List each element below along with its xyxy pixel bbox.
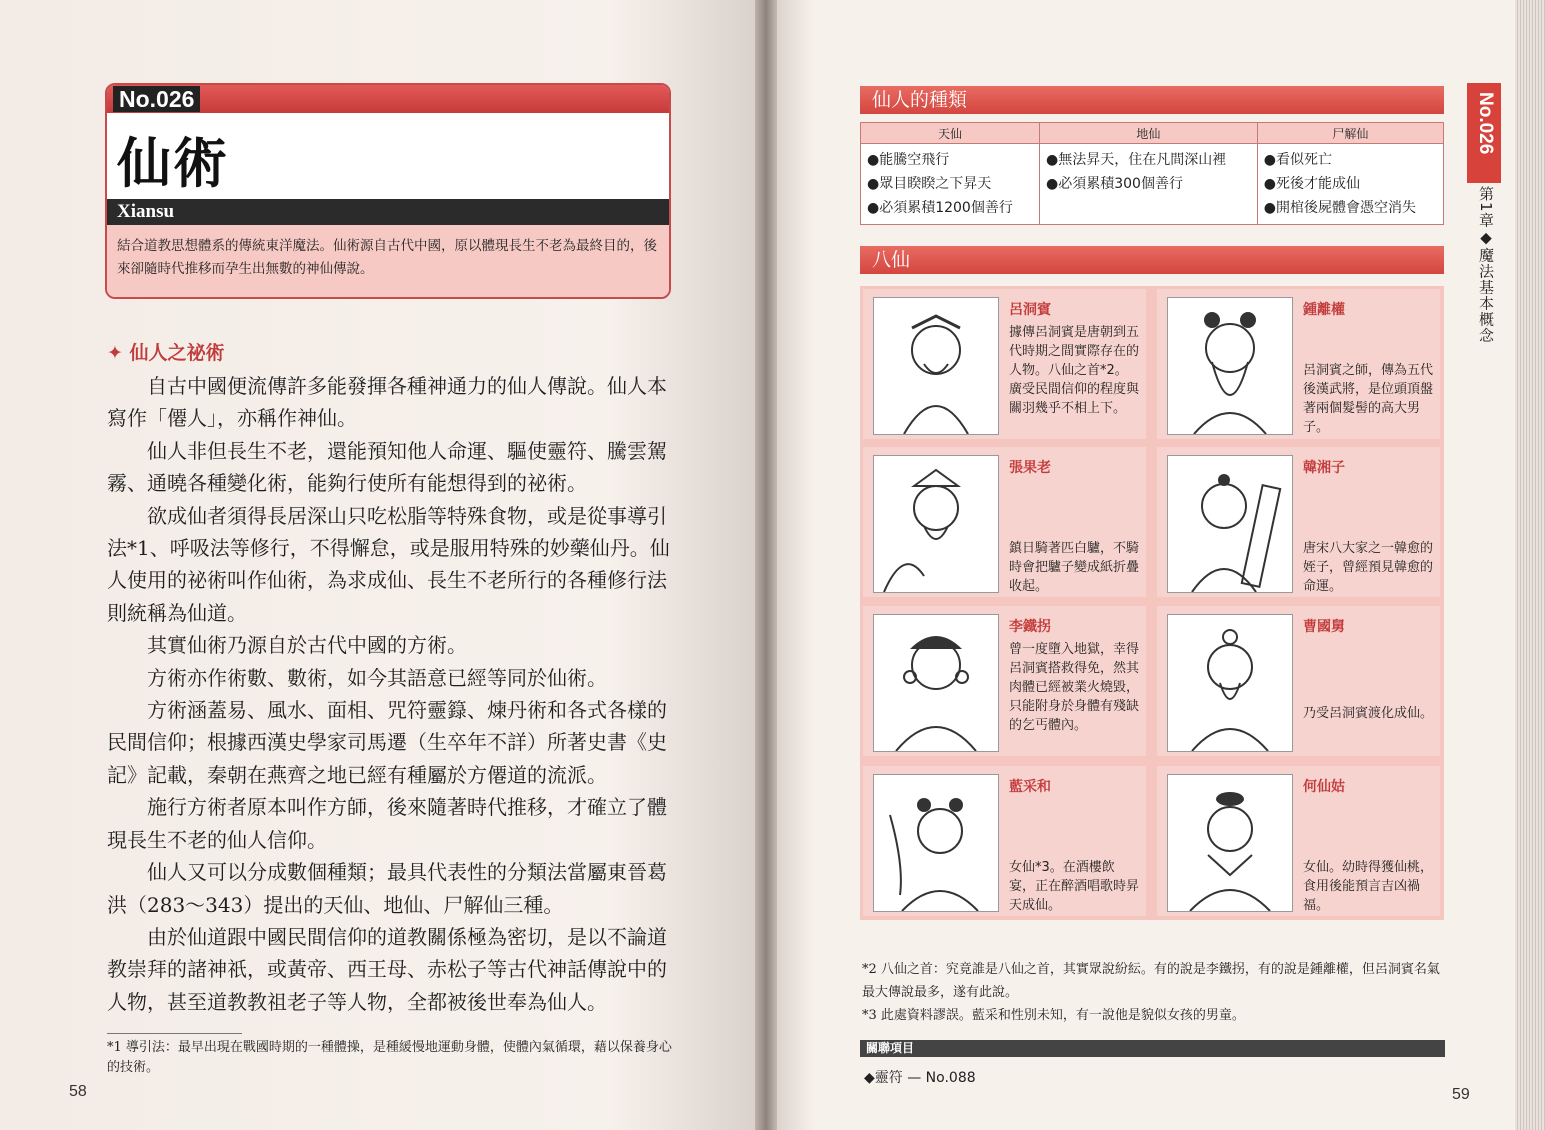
kind-cell — [1040, 144, 1258, 225]
kind-item: ●必須累積300個善行 — [1046, 176, 1183, 192]
paragraph: 仙人非但長生不老，還能預知他人命運、驅使靈符、騰雲駕霧、通曉各種變化術，能夠行使所有能想得到的祕術。 — [107, 438, 667, 496]
immortal-card — [1157, 447, 1440, 597]
paragraph: 方術亦作術數、數術，如今其語意已經等同於仙術。 — [147, 665, 607, 690]
portrait-image — [1167, 614, 1293, 752]
immortal-card — [863, 606, 1146, 756]
kind-cell — [1257, 144, 1443, 225]
kind-item: ●無法昇天，住在凡間深山裡 — [1046, 152, 1227, 168]
kind-item: ●死後才能成仙 — [1263, 176, 1360, 192]
eight-immortals-title-bar: 八仙 — [860, 246, 1444, 274]
section-heading: ✦ 仙人之祕術 — [107, 342, 225, 364]
kind-item: ●眾目睽睽之下昇天 — [867, 176, 992, 192]
entry-number: No.026 — [113, 86, 200, 112]
immortal-desc: 女仙。幼時得獲仙桃，食用後能預言吉凶禍福。 — [1303, 860, 1434, 913]
immortal-desc: 據傳呂洞賓是唐朝到五代時期之間實際存在的人物。八仙之首*2。廣受民間信仰的程度與關羽幾乎不相上下。 — [1009, 325, 1140, 416]
kind-cell — [861, 144, 1040, 225]
portrait-image — [1167, 297, 1293, 435]
paragraph: 施行方術者原本叫作方師，後來隨著時代推移，才確立了體現長生不老的仙人信仰。 — [107, 795, 667, 852]
immortal-name: 曹國舅 — [1303, 619, 1345, 635]
portrait-image — [873, 297, 999, 435]
immortal-card — [1157, 606, 1440, 756]
immortal-desc: 女仙*3。在酒樓飲宴，正在醉酒唱歌時昇天成仙。 — [1009, 860, 1140, 913]
entry-title-romanized: Xiansu — [107, 199, 671, 225]
paragraph: 仙人又可以分成數個種類；最具代表性的分類法當屬東晉葛洪（283～343）提出的天仙、地仙、尸解仙三種。 — [107, 860, 667, 917]
immortal-desc: 乃受呂洞賓渡化成仙。 — [1303, 706, 1434, 721]
kind-header: 天仙 — [861, 123, 1040, 144]
page-edges — [1515, 0, 1545, 1130]
kind-item: ●開棺後屍體會憑空消失 — [1263, 200, 1416, 216]
kind-item: ●必須累積1200個善行 — [867, 200, 1013, 216]
immortal-name: 藍采和 — [1009, 779, 1051, 795]
entry-header-box — [105, 83, 671, 299]
immortal-card — [1157, 289, 1440, 439]
paragraph: 由於仙道跟中國民間信仰的道教關係極為密切，是以不論道教崇拜的諸神祇，或黃帝、西王母、赤松子等古代神話傳說中的人物，甚至道教教祖老子等人物，全都被後世奉為仙人。 — [107, 924, 667, 1014]
immortal-desc: 呂洞賓之師，傳為五代後漢武將，是位頭頂盤著兩個髮髻的高大男子。 — [1303, 363, 1434, 435]
immortal-card — [1157, 766, 1440, 916]
portrait-image — [873, 774, 999, 912]
entry-summary: 結合道教思想體系的傳統東洋魔法。仙術源自古代中國，原以體現長生不老為最終目的，後來卻隨時代推移而孕生出無數的神仙傳說。 — [107, 225, 669, 299]
immortal-name: 呂洞賓 — [1009, 302, 1051, 318]
immortal-card — [863, 766, 1146, 916]
immortal-card — [863, 447, 1146, 597]
book-gutter — [755, 0, 777, 1130]
related-items-label: 關聯項目 — [866, 1041, 915, 1055]
page-number-right: 59 — [1452, 1086, 1470, 1103]
paragraph: 欲成仙者須得長居深山只吃松脂等特殊食物，或是從事導引法*1、呼吸法等修行，不得懈怠，或是服用特殊的妙藥仙丹。仙人使用的祕術叫作仙術，為求成仙、長生不老所行的各種修行法則統稱為仙道。 — [107, 503, 670, 625]
immortal-name: 張果老 — [1009, 460, 1051, 476]
immortal-kinds-table — [860, 122, 1444, 225]
chapter-tab-number: No.026 — [1475, 92, 1496, 155]
page-number-left: 58 — [69, 1083, 87, 1100]
footnote-1: *1 導引法：最早出現在戰國時期的一種體操，是種緩慢地運動身體，使體內氣循環，藉以保養身心的技術。 — [107, 1040, 672, 1075]
body-text — [107, 370, 672, 1018]
immortal-desc: 曾一度墮入地獄，幸得呂洞賓搭救得免，然其肉體已經被業火燒毀，只能附身於身體有殘缺的乞丐體內。 — [1009, 642, 1140, 733]
paragraph: 自古中國便流傳許多能發揮各種神通力的仙人傳說。仙人本寫作「僊人」，亦稱作神仙。 — [107, 374, 667, 431]
kind-header: 尸解仙 — [1257, 123, 1443, 144]
eight-immortals-grid — [860, 286, 1444, 920]
kind-item: ●能騰空飛行 — [867, 152, 950, 168]
immortal-name: 鍾離權 — [1303, 302, 1345, 318]
immortal-desc: 唐宋八大家之一韓愈的姪子，曾經預見韓愈的命運。 — [1303, 541, 1434, 594]
kinds-title-bar: 仙人的種類 — [860, 86, 1444, 114]
portrait-image — [873, 614, 999, 752]
immortal-card — [863, 289, 1146, 439]
paragraph: 方術涵蓋易、風水、面相、咒符靈籙、煉丹術和各式各樣的民間信仰；根據西漢史學家司馬遷（生卒年不詳）所著史書《史記》記載，秦朝在燕齊之地已經有種屬於方僊道的流派。 — [107, 698, 667, 787]
paragraph: 其實仙術乃源自於古代中國的方術。 — [147, 633, 467, 658]
footnote-2: *2 八仙之首：究竟誰是八仙之首，其實眾說紛紜。有的說是李鐵拐，有的說是鍾離權，但呂洞賓名氣最大傳說最多，遂有此說。 — [862, 962, 1440, 1000]
kind-item: ●看似死亡 — [1263, 152, 1332, 168]
immortal-name: 李鐵拐 — [1009, 619, 1051, 635]
entry-title: 仙術 — [117, 132, 229, 195]
related-item-link[interactable]: ◆靈符 — No.088 — [864, 1070, 976, 1086]
portrait-image — [873, 455, 999, 593]
portrait-image — [1167, 774, 1293, 912]
related-items-bar — [860, 1040, 1445, 1057]
kind-header: 地仙 — [1040, 123, 1258, 144]
immortal-desc: 鎮日騎著匹白驢，不騎時會把驢子變成紙折疊收起。 — [1009, 541, 1140, 594]
immortal-name: 何仙姑 — [1303, 779, 1345, 795]
portrait-image — [1167, 455, 1293, 593]
footnote-rule — [107, 1033, 242, 1034]
chapter-title: 第1章◆魔法基本概念 — [1477, 186, 1495, 344]
footnote-3: *3 此處資料謬誤。藍采和性別未知，有一說他是貌似女孩的男童。 — [862, 1008, 1245, 1023]
footnotes-right — [862, 958, 1447, 1027]
immortal-name: 韓湘子 — [1303, 460, 1345, 476]
